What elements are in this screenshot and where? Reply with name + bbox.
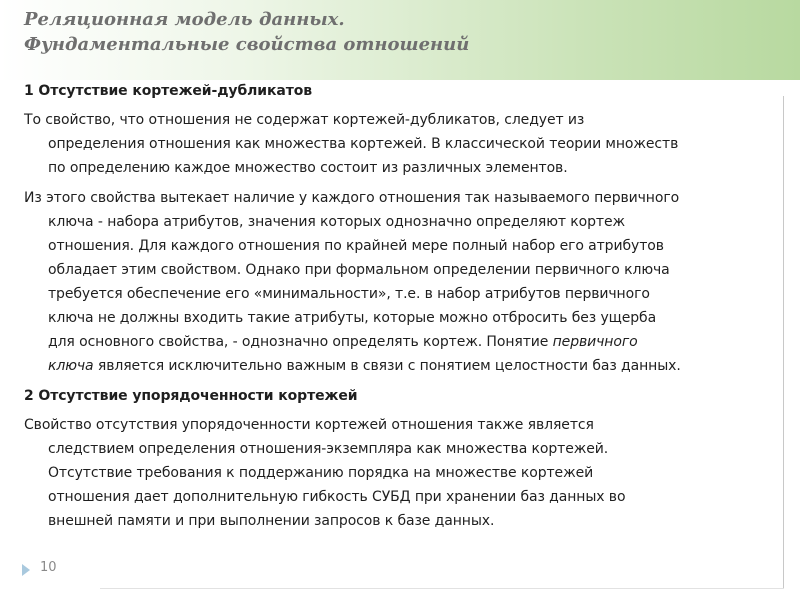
text-line: Свойство отсутствия упорядоченности кортежей отношения также является [24, 417, 594, 433]
text-line: обладает этим свойством. Однако при формальном определении первичного ключа [48, 262, 670, 278]
section-2-heading: 2 Отсутствие упорядоченности кортежей [24, 388, 358, 404]
section-1-paragraph-2 [24, 186, 784, 378]
text-line: Из этого свойства вытекает наличие у каждого отношения так называемого первичного [24, 190, 680, 206]
text-segment: является исключительно важным в связи с понятием целостности баз данных. [93, 358, 681, 374]
section-1-paragraph-1 [24, 108, 784, 180]
text-line: определения отношения как множества кортежей. В классической теории множеств [48, 136, 679, 152]
right-divider [783, 96, 784, 588]
text-line: требуется обеспечение его «минимальности», т.е. в набор атрибутов первичного [48, 286, 650, 302]
text-line: То свойство, что отношения не содержат кортежей-дубликатов, следует из [24, 112, 585, 128]
text-line: Отсутствие требования к поддержанию порядка на множестве кортежей [48, 465, 594, 481]
text-line: ключа не должны входить такие атрибуты, которые можно отбросить без ущерба [48, 310, 657, 326]
text-line: внешней памяти и при выполнении запросов к базе данных. [48, 513, 495, 529]
text-line [24, 354, 784, 378]
text-line: отношения дает дополнительную гибкость СУБД при хранении баз данных во [48, 489, 626, 505]
term-primary-key-part-2: ключа [48, 358, 94, 374]
page-number: 10 [40, 560, 57, 575]
term-primary-key-part-1: первичного [552, 334, 638, 350]
text-line: следствием определения отношения-экземпляра как множества кортежей. [48, 441, 609, 457]
slide-title-line-2: Фундаментальные свойства отношений [24, 34, 470, 55]
text-segment: для основного свойства, - однозначно определять кортеж. Понятие [48, 334, 553, 350]
footer-divider [100, 588, 784, 589]
text-line: отношения. Для каждого отношения по крайней мере полный набор его атрибутов [48, 238, 664, 254]
section-1-heading: 1 Отсутствие кортежей-дубликатов [24, 83, 313, 99]
text-line: по определению каждое множество состоит из различных элементов. [48, 160, 568, 176]
slide-body [24, 79, 784, 539]
text-line: ключа - набора атрибутов, значения которых однозначно определяют кортеж [48, 214, 625, 230]
slide-title-line-1: Реляционная модель данных. [24, 9, 345, 30]
slide-title [24, 7, 784, 57]
text-line [24, 330, 784, 354]
triangle-bullet-icon [22, 564, 30, 576]
section-2-paragraph [24, 413, 784, 533]
